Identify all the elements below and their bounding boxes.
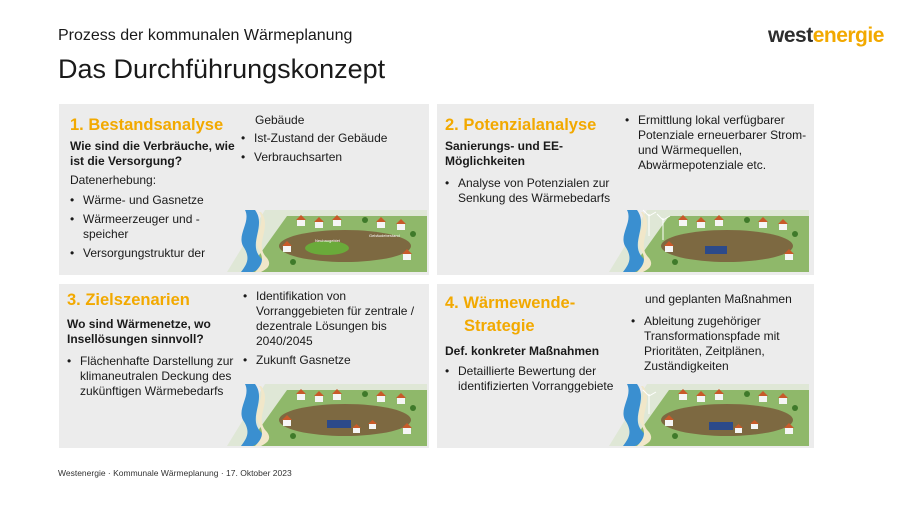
logo-part-west: west: [768, 24, 813, 47]
list-item: • Versorgungstruktur der: [68, 246, 238, 261]
footer: Westenergie · Kommunale Wärmeplanung · 17. Oktober 2023: [58, 468, 292, 478]
subtitle: Prozess der kommunalen Wärmeplanung: [58, 27, 353, 44]
landscape-illustration: [227, 380, 427, 446]
westenergie-logo: [768, 24, 884, 48]
bullet-list-left: [65, 354, 237, 403]
card-title: 1. Bestandsanalyse: [70, 116, 224, 134]
card-waermewende-strategie: [437, 284, 814, 448]
card-zielszenarien: [59, 284, 429, 448]
list-item: • Wärme- und Gasnetze: [68, 193, 238, 208]
bullet-list-right: [239, 131, 419, 169]
card-question: Wie sind die Verbräuche, wie ist die Versorgung?: [70, 139, 235, 168]
list-item: • Wärmeerzeuger und - speicher: [68, 212, 238, 242]
card-question: Sanierungs- und EE-Möglichkeiten: [445, 139, 564, 168]
card-question: Wo sind Wärmenetze, wo Insellösungen sinnvoll?: [67, 317, 211, 346]
landscape-illustration: [609, 206, 809, 272]
card-potenzialanalyse: [437, 104, 814, 275]
bullet-list-right: [241, 289, 427, 372]
page-title: Das Durchführungskonzept: [58, 54, 386, 84]
bullet-list-left: [68, 193, 238, 265]
landscape-illustration: [227, 206, 427, 272]
list-item: • Detaillierte Bewertung der identifizierten Vorranggebiete: [443, 364, 623, 394]
list-item: • Zukunft Gasnetze: [241, 353, 427, 368]
card-continued-text: Gebäude: [255, 113, 305, 127]
card-continued-text: und geplanten Maßnahmen: [645, 292, 792, 306]
bullet-list-right: [629, 314, 805, 378]
logo-part-energie: energie: [812, 24, 884, 47]
list-item: • Identifikation von Vorranggebieten für zentrale / dezentrale Lösungen bis 2040/2045: [241, 289, 427, 349]
list-item: • Ableitung zugehöriger Transformationspfade mit Prioritäten, Zeitplänen, Zuständigkeiten: [629, 314, 805, 374]
card-title-line2: Strategie: [464, 317, 535, 335]
list-item: • Ist-Zustand der Gebäude: [239, 131, 419, 146]
list-item: • Verbrauchsarten: [239, 150, 419, 165]
landscape-illustration: [609, 380, 809, 446]
card-title: 2. Potenzialanalyse: [445, 116, 597, 134]
list-item: • Ermittlung lokal verfügbarer Potenziale erneuerbarer Strom- und Wärmequellen, Abwärmepotenziale etc.: [623, 113, 811, 173]
card-bestandsanalyse: [59, 104, 429, 275]
card-question: Def. konkreter Maßnahmen: [445, 344, 600, 358]
card-title: 4. Wärmewende-: [445, 294, 576, 312]
card-title: 3. Zielszenarien: [67, 291, 190, 309]
bullet-list-left: [443, 176, 623, 210]
bullet-list-left: [443, 364, 623, 398]
list-item: • Flächenhafte Darstellung zur klimaneutralen Deckung des zukünftigen Wärmebedarfs: [65, 354, 237, 399]
label-gebiet: Gebäudebestand: [369, 233, 400, 238]
bullet-list-right: [623, 113, 811, 177]
card-intro: Datenerhebung:: [70, 173, 157, 187]
list-item: • Analyse von Potenzialen zur Senkung des Wärmebedarfs: [443, 176, 623, 206]
label-neubau: Neubaugebiet: [315, 238, 340, 243]
